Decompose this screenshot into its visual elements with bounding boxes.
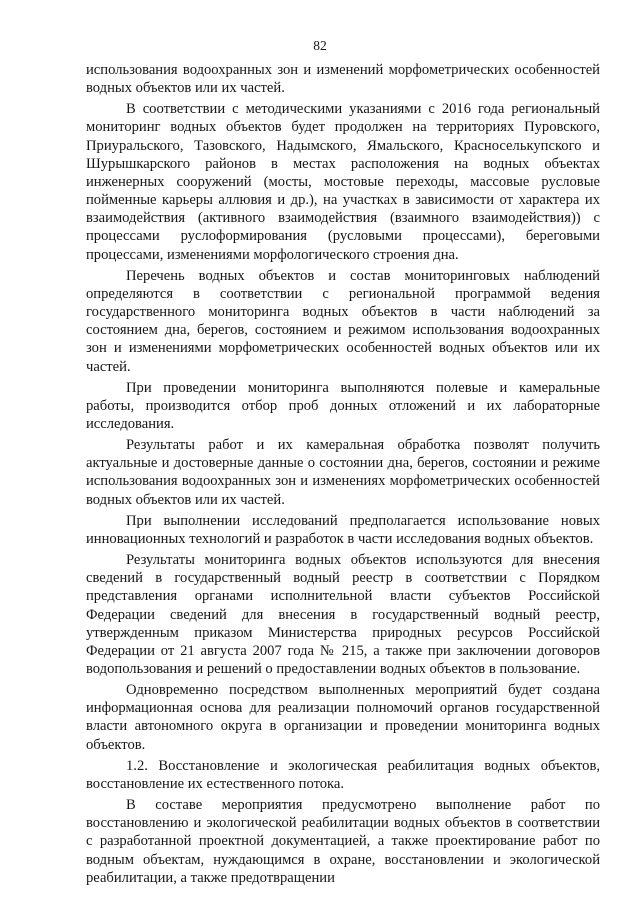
page-number: 82 bbox=[313, 38, 327, 53]
paragraph-regional-monitoring: В соответствии с методическими указаниями с 2016 года региональный мониторинг водных объектов будет продолжен на территориях Пуровского, Приуральского, Тазовского, Надымского, Ямальского, Красноселькупского и Шурышкарского районов в местах расположения на водных объектах инженерных сооружений (мосты, мостовые переходы, массовые русловые пойменные карьеры аллювия и др.), на участках в зависимости от характера их взаимодействия (активного взаимодействия (взаимного взаимодействия)) с процессами руслоформирования (русловыми процессами), береговыми процессами, изменениями морфологического строения дна. bbox=[86, 101, 600, 263]
paragraph-restoration-measures: В составе мероприятия предусмотрено выполнение работ по восстановлению и экологической реабилитации водных объектов в соответствии с разработанной проектной документацией, а также проектирование работ по водным объектам, нуждающимся в охране, восстановлении и экологической реабилитации, а также предотвращении bbox=[86, 797, 600, 886]
paragraph-results-processing: Результаты работ и их камеральная обработка позволят получить актуальные и достоверные данные о состоянии дна, берегов, состоянии и режиме использования водоохранных зон и изменениях морфометрических особенностей водных объектов или их частей. bbox=[86, 437, 600, 508]
paragraph-information-basis: Одновременно посредством выполненных мероприятий будет создана информационная основа для реализации полномочий органов государственной власти автономного округа в организации и проведении мониторинга водных объектов. bbox=[86, 682, 600, 753]
body-text bbox=[86, 61, 600, 890]
section-heading-1-2: 1.2. Восстановление и экологическая реабилитация водных объектов, восстановление их естественного потока. bbox=[86, 757, 600, 792]
paragraph-innovations: При выполнении исследований предполагается использование новых инновационных технологий и разработок в части исследования водных объектов. bbox=[86, 512, 600, 547]
paragraph-water-registry: Результаты мониторинга водных объектов используются для внесения сведений в государственный водный реестр в соответствии с Порядком представления органами исполнительной власти субъектов Российской Федерации сведений для внесения в государственный водный реестр, утвержденным приказом Министерства природных ресурсов Российской Федерации от 21 августа 2007 года № 215, а также при заключении договоров водопользования и решений о предоставлении водных объектов в пользование. bbox=[86, 552, 600, 677]
paragraph-field-work: При проведении мониторинга выполняются полевые и камеральные работы, производится отбор проб донных отложений и их лабораторные исследования. bbox=[86, 379, 600, 432]
paragraph-continuation: использования водоохранных зон и изменений морфометрических особенностей водных объектов или их частей. bbox=[86, 62, 600, 97]
paragraph-object-list: Перечень водных объектов и состав мониторинговых наблюдений определяются в соответствии с региональной программой ведения государственного мониторинга водных объектов в части наблюдений за состоянием дна, берегов, состоянием и режимом использования водоохранных зон и изменениями морфометрических особенностей водных объектов или их частей. bbox=[86, 267, 600, 375]
